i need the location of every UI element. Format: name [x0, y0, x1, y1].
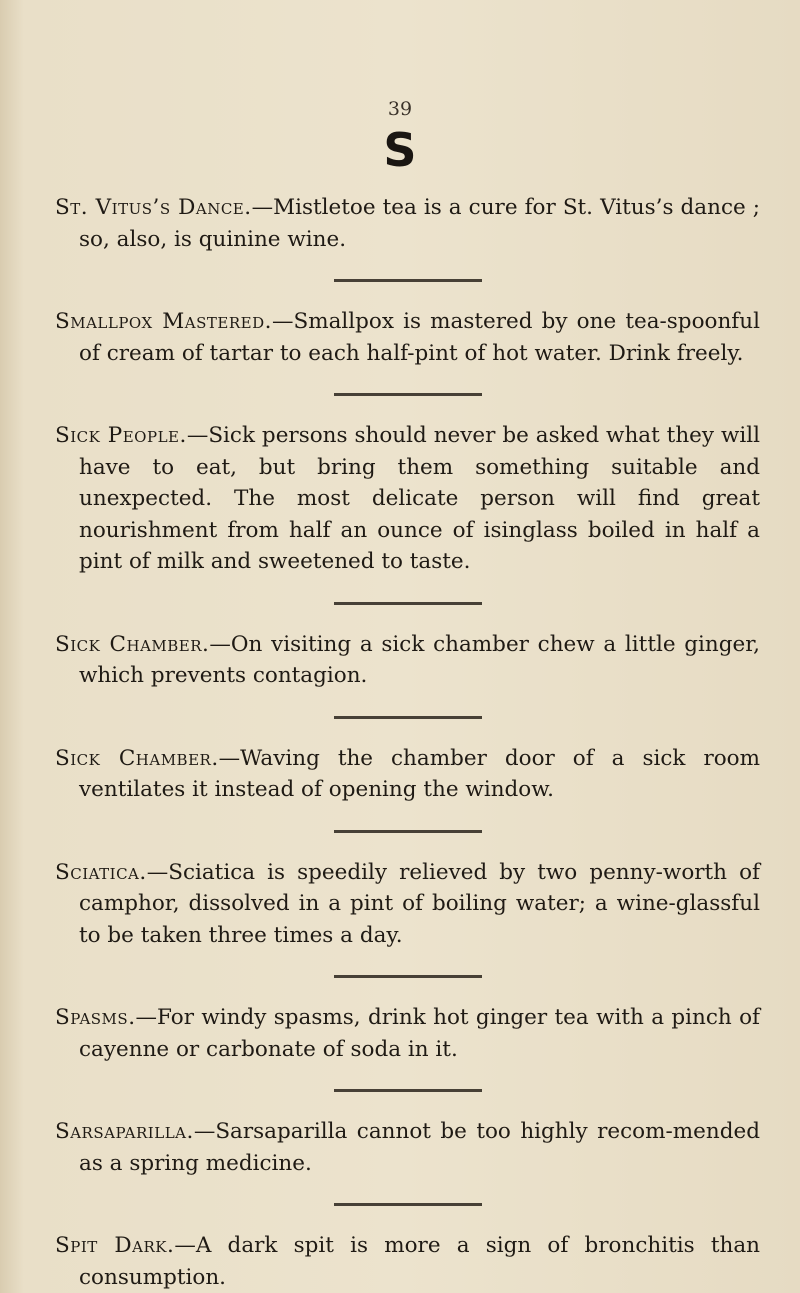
entry-sarsaparilla — [55, 1116, 760, 1179]
entry-text: —Smallpox is mastered by one tea-spoonful of cream of tartar to each half-pint of hot water. Drink freely. — [79, 309, 760, 366]
entry-text: —Sciatica is speedily relieved by two penny-worth of camphor, dissolved in a pint of boiling water; a wine-glassful to be taken three times a day. — [79, 859, 760, 948]
entry-title: Smallpox Mastered. — [55, 309, 272, 334]
divider-rule — [334, 975, 482, 978]
entry-text: —Sick persons should never be asked what they will have to eat, but bring them something suitable and unexpected. The most delicate person will find great nourishment from half an ounce of isinglass boiled in half a pint of milk and sweetened to taste. — [79, 423, 760, 574]
entry-title: Sick Chamber. — [55, 631, 210, 657]
entry-text: —A dark spit is more a sign of bronchitis than consumption. — [79, 1233, 760, 1290]
entry-title: Spasms. — [55, 1005, 136, 1030]
entry-sick-chamber-ginger — [55, 629, 760, 692]
divider-rule — [334, 830, 482, 833]
entries-list — [55, 192, 760, 1293]
divider-rule — [334, 279, 482, 282]
entry-title: Spit Dark. — [55, 1233, 175, 1258]
entry-spit-dark — [55, 1230, 760, 1293]
entry-text: —Sarsaparilla cannot be too highly recom-mended as a spring medicine. — [79, 1119, 760, 1176]
section-letter: S — [383, 123, 417, 177]
page-number: 39 — [387, 98, 413, 120]
entry-text: —For windy spasms, drink hot ginger tea with a pinch of cayenne or carbonate of soda in it. — [79, 1005, 760, 1062]
entry-text: —On visiting a sick chamber chew a little ginger, which prevents contagion. — [79, 631, 760, 688]
entry-sick-people — [55, 420, 760, 578]
divider-rule — [334, 602, 482, 605]
entry-title: St. Vitus’s Dance. — [55, 195, 252, 220]
divider-rule — [334, 1089, 482, 1092]
entry-title: Sciatica. — [55, 859, 147, 885]
entry-st-vitus-dance — [55, 192, 760, 255]
entry-sick-chamber-door — [55, 743, 760, 806]
entry-spasms — [55, 1002, 760, 1065]
entry-title: Sarsaparilla. — [55, 1119, 194, 1144]
entry-text: —Mistletoe tea is a cure for St. Vitus’s dance ; so, also, is quinine wine. — [79, 195, 760, 252]
divider-rule — [334, 1203, 482, 1206]
entry-smallpox-mastered — [55, 306, 760, 369]
divider-rule — [334, 393, 482, 396]
entry-sciatica — [55, 857, 760, 952]
entry-title: Sick Chamber. — [55, 745, 219, 771]
divider-rule — [334, 716, 482, 719]
entry-title: Sick People. — [55, 423, 187, 448]
entry-text: —Waving the chamber door of a sick room ventilates it instead of opening the window. — [79, 745, 760, 802]
